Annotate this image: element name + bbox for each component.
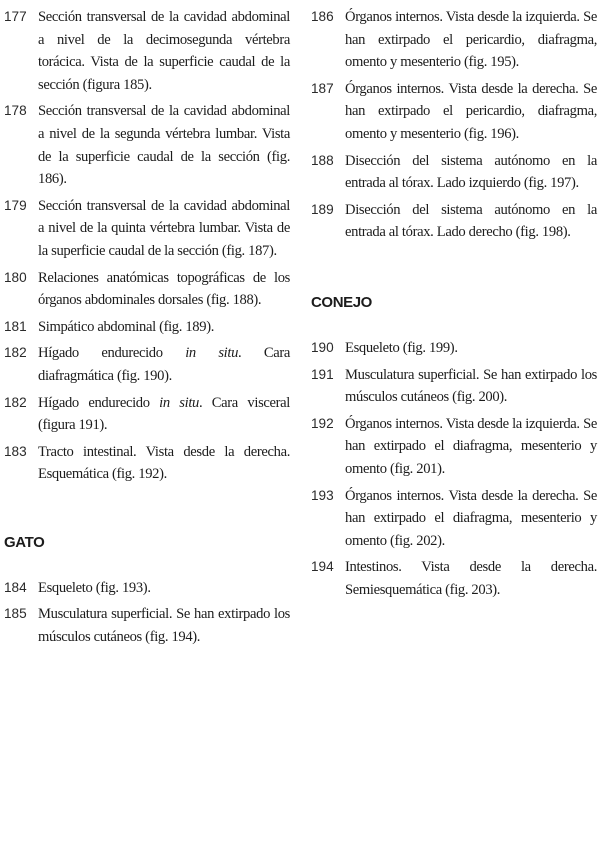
- list-item: [4, 441, 290, 486]
- list-item: [311, 556, 597, 601]
- list-item: [311, 413, 597, 481]
- list-item: [4, 342, 290, 387]
- entry-number: 188: [311, 152, 334, 168]
- entry-text: [38, 392, 290, 437]
- entry-text: [38, 342, 290, 387]
- entry-text: Sección transversal de la cavidad abdominal a nivel de la segunda vértebra lumbar. Vista de la superficie caudal de la sección (fig. 186).: [38, 103, 290, 188]
- entry-text: Disección del sistema autónomo en la entrada al tórax. Lado derecho (fig. 198).: [345, 201, 597, 241]
- entry-number: 181: [4, 318, 27, 334]
- entry-number: 185: [4, 606, 27, 622]
- list-item: [311, 364, 597, 409]
- list-item: [4, 6, 290, 96]
- entry-text: Disección del sistema autónomo en la entrada al tórax. Lado izquierdo (fig. 197).: [345, 152, 597, 192]
- entry-number: 177: [4, 9, 27, 24]
- entry-number: 178: [4, 103, 27, 119]
- entry-number: 186: [311, 9, 334, 24]
- section-heading-conejo: CONEJO: [311, 293, 372, 311]
- entry-number: 192: [311, 415, 334, 431]
- entry-text: Tracto intestinal. Vista desde la derecha. Esquemática (fig. 192).: [38, 443, 290, 483]
- list-item: [311, 199, 597, 244]
- entry-text: Órganos internos. Vista desde la izquierda. Se han extirpado el pericardio, diafragma, omento y mesenterio (fig. 195).: [345, 9, 597, 71]
- entry-text-before: Hígado endurecido: [38, 394, 160, 411]
- list-item: [4, 577, 290, 600]
- entry-number: 182: [4, 345, 27, 361]
- list-item: [311, 150, 597, 195]
- entry-text-italic: in situ: [159, 394, 199, 411]
- entry-text: Órganos internos. Vista desde la derecha. Se han extirpado el diafragma, mesenterio y omento (fig. 202).: [345, 487, 597, 549]
- list-item: [311, 6, 597, 74]
- list-item: [4, 100, 290, 190]
- list-item: [311, 485, 597, 553]
- entry-number: 193: [311, 487, 334, 503]
- entry-number: 180: [4, 269, 27, 285]
- entry-text-after: . Cara diafragmática (fig. 190).: [38, 345, 290, 384]
- entry-text: Sección transversal de la cavidad abdominal a nivel de la decimosegunda vértebra torácica. Vista de la superficie caudal de la sección (figura 185).: [38, 9, 290, 93]
- entry-number: 190: [311, 339, 334, 355]
- entry-number: 183: [4, 443, 27, 459]
- entry-number: 191: [311, 366, 334, 382]
- entry-number: 182: [4, 394, 27, 410]
- entry-text-before: Hígado endurecido: [38, 345, 186, 362]
- entry-text-italic: in situ: [185, 345, 239, 362]
- entry-text: Órganos internos. Vista desde la izquierda. Se han extirpado el diafragma, mesenterio y omento (fig. 201).: [345, 415, 597, 477]
- entry-number: 179: [4, 197, 27, 213]
- entry-text: Relaciones anatómicas topográficas de los órganos abdominales dorsales (fig. 188).: [38, 269, 290, 309]
- entry-text: Musculatura superficial. Se han extirpado los músculos cutáneos (fig. 194).: [38, 606, 290, 646]
- list-item: [4, 603, 290, 648]
- entry-text: Simpático abdominal (fig. 189).: [38, 318, 214, 335]
- list-item: [4, 392, 290, 437]
- list-item: [311, 337, 597, 360]
- section-heading-gato: GATO: [4, 533, 45, 551]
- entry-text: Órganos internos. Vista desde la derecha. Se han extirpado el pericardio, diafragma, omento y mesenterio (fig. 196).: [345, 80, 597, 142]
- entry-number: 194: [311, 559, 334, 575]
- entry-number: 189: [311, 201, 334, 217]
- entry-text: Esqueleto (fig. 199).: [345, 339, 458, 356]
- list-item: [4, 316, 290, 339]
- entry-text: Sección transversal de la cavidad abdominal a nivel de la quinta vértebra lumbar. Vista de la superficie caudal de la sección (fig. 187).: [38, 197, 290, 259]
- right-column: [311, 6, 597, 605]
- list-item: [4, 195, 290, 263]
- entry-text: Intestinos. Vista desde la derecha. Semiesquemática (fig. 203).: [345, 559, 597, 598]
- list-item: [311, 78, 597, 146]
- entry-number: 184: [4, 579, 27, 595]
- entry-text: Esqueleto (fig. 193).: [38, 579, 151, 596]
- left-column: [4, 6, 290, 653]
- entry-text-after: . Cara visceral (figura 191).: [38, 394, 290, 434]
- entry-text: Musculatura superficial. Se han extirpado los músculos cutáneos (fig. 200).: [345, 366, 597, 406]
- entry-number: 187: [311, 80, 334, 96]
- list-item: [4, 267, 290, 312]
